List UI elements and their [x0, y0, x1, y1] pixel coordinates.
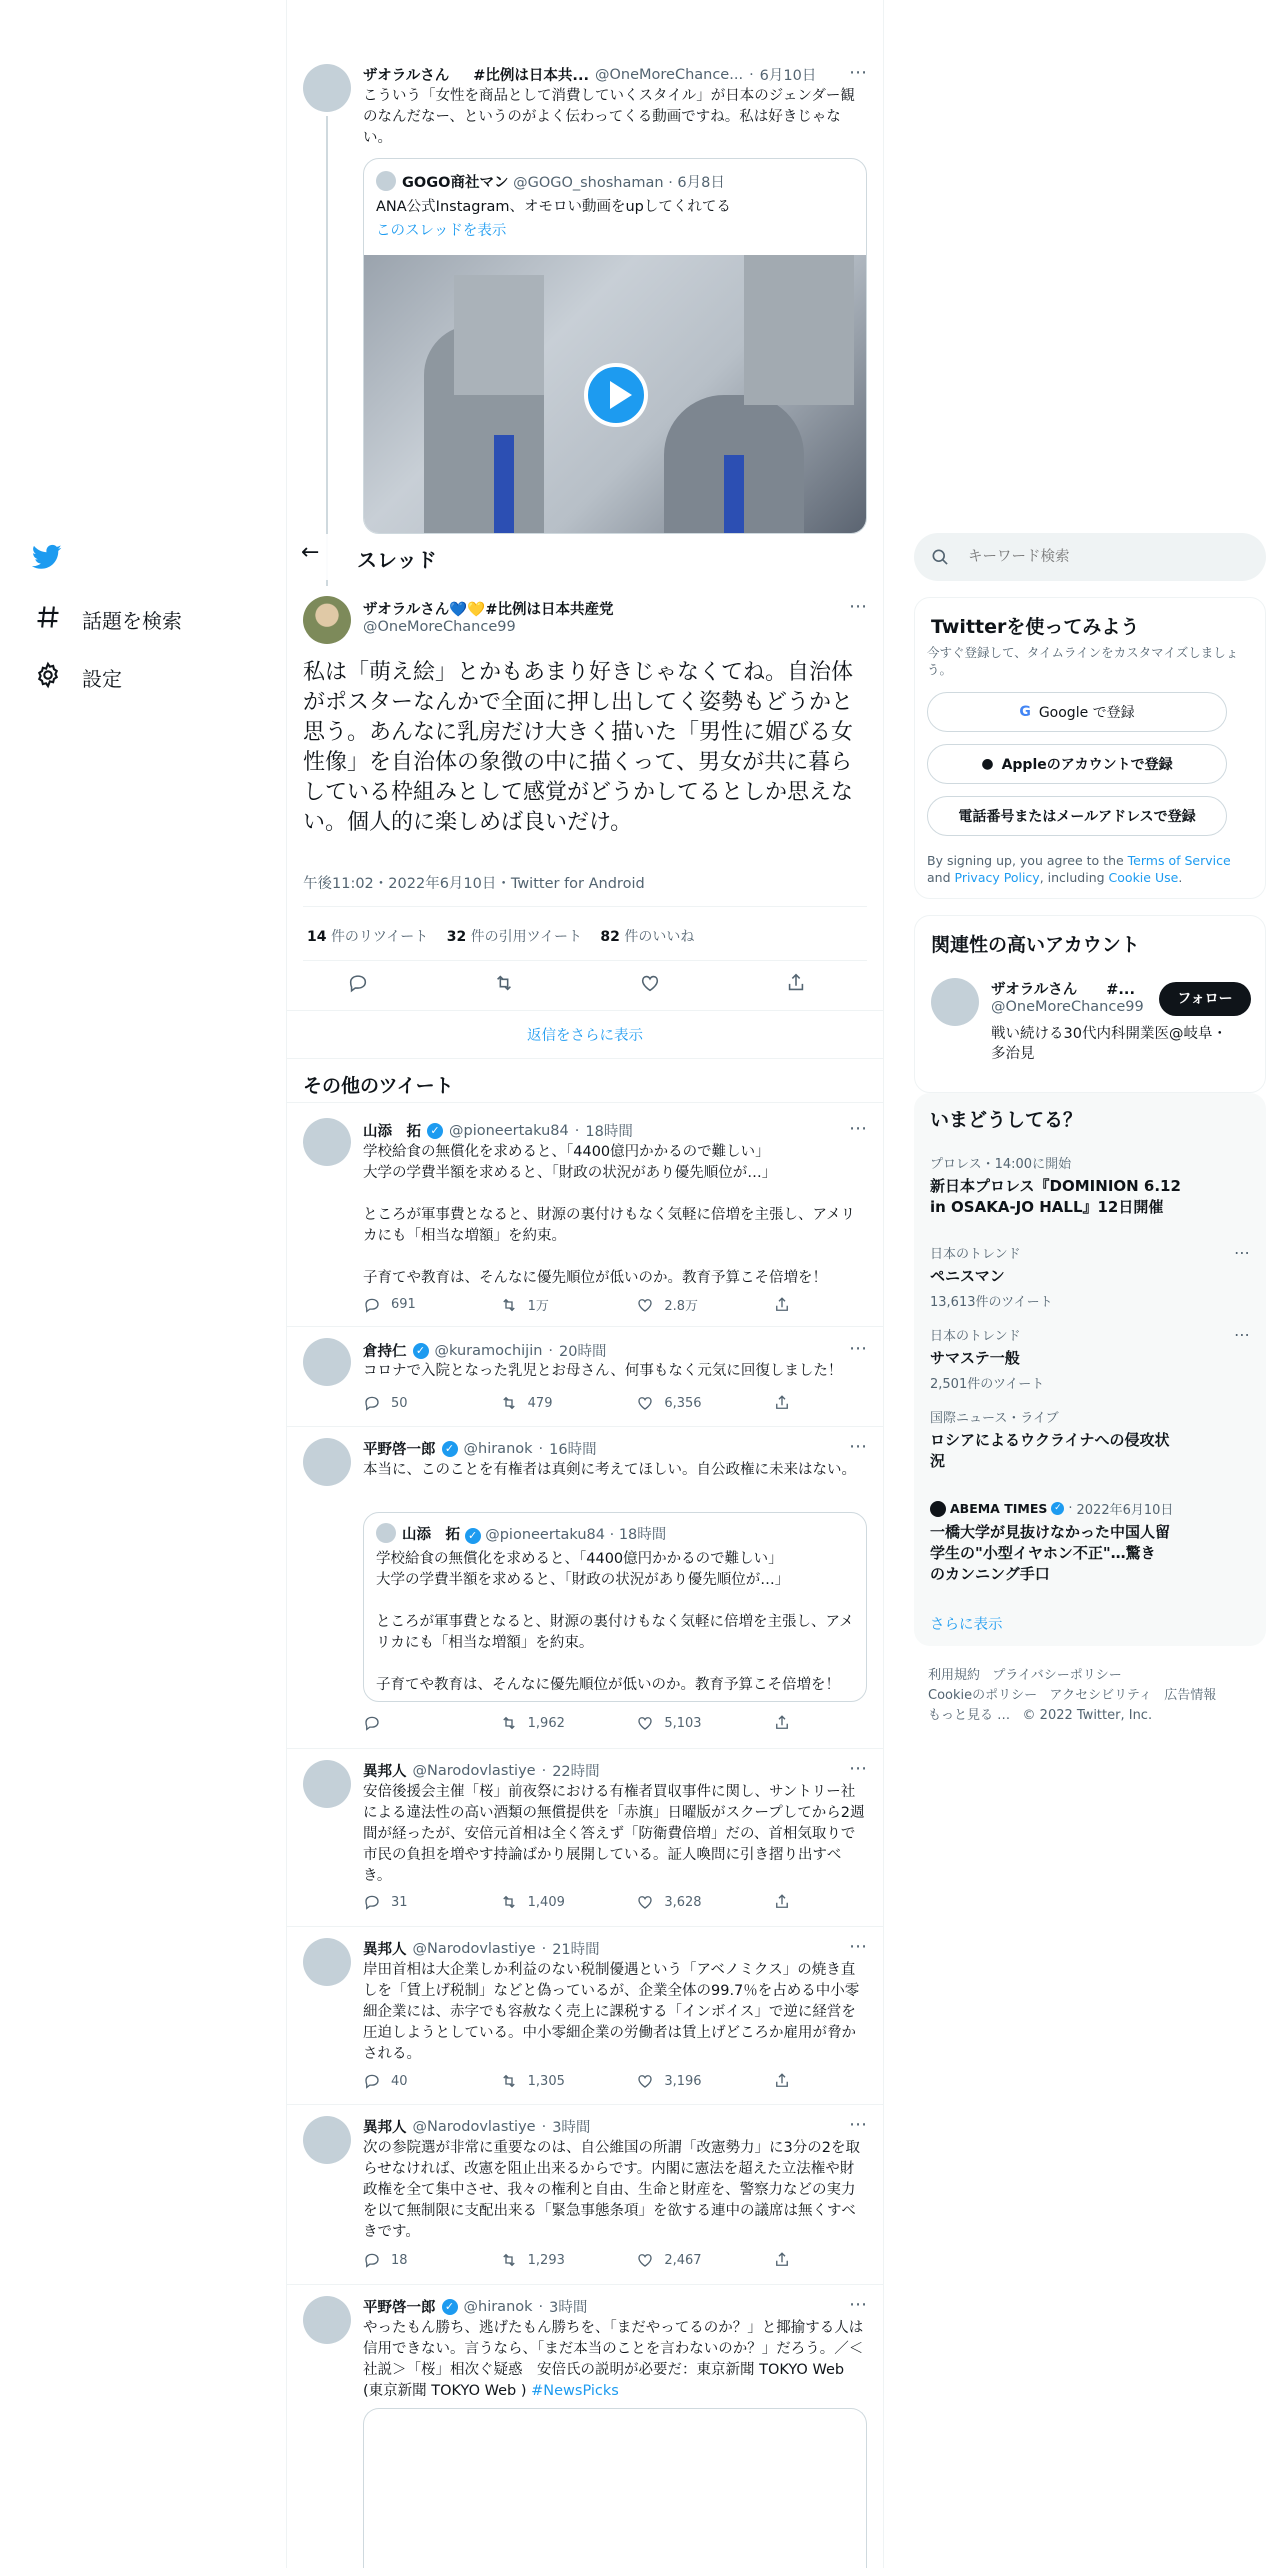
trend-item[interactable]: 日本のトレンド サマステ一般 2,501件のツイート ⋯: [930, 1325, 1250, 1392]
tweet-header: 平野啓一郎 ✓ @hiranok · 3時間: [363, 2296, 867, 2317]
quote-date: 6月8日: [677, 175, 725, 191]
verified-badge-icon: ✓: [1051, 1502, 1064, 1515]
nav-explore[interactable]: [34, 603, 182, 636]
tweet-header: 異邦人 @Narodovlastiye · 22時間: [363, 1760, 867, 1781]
reply-button[interactable]: 40: [363, 2072, 443, 2090]
nav-settings-label: 設定: [82, 667, 122, 691]
reply-button[interactable]: 691: [363, 1295, 443, 1314]
relevant-bio: 戦い続ける30代内科開業医@岐阜・多治見: [991, 1026, 1227, 1062]
more-icon[interactable]: ⋯: [849, 1118, 867, 1139]
news-item[interactable]: ABEMA TIMES ✓ · 2022年6月10日 一橋大学が見抜けなかった中国人留学生の"小型イヤホン不正"…驚きのカンニング手口: [930, 1501, 1174, 1583]
share-button[interactable]: [773, 1394, 803, 1412]
share-button[interactable]: [773, 1714, 803, 1732]
retweet-button[interactable]: 1,293: [500, 2251, 580, 2269]
signup-card: [914, 597, 1266, 899]
footer-links: [928, 1666, 1258, 1726]
hashtag-link[interactable]: #NewsPicks: [531, 2383, 619, 2399]
thread-line: [326, 116, 328, 586]
phone-signup-button[interactable]: 電話番号またはメールアドレスで登録: [927, 796, 1227, 836]
avatar[interactable]: [303, 2296, 351, 2344]
hashtag-icon: [34, 603, 62, 636]
main-tweet-text: 私は「萌え絵」とかもあまり好きじゃなくてね。自治体がポスターなんかで全面に押し出してく姿勢もどうかと思う。あんなに乳房だけ大きく描いた「男性に媚びる女性像」を自治体の象徴の中に描くって、男女が共に暮らしている枠組みとして感覚がどうかしてるとしか思えない。個人的に楽しめば良いだけ。: [303, 660, 854, 835]
more-icon[interactable]: ⋯: [849, 62, 867, 83]
quote-text: ANA公式Instagram、オモロい動画をupしてくれてる: [376, 199, 731, 215]
twitter-logo-icon[interactable]: [32, 542, 62, 576]
share-button[interactable]: [773, 2251, 803, 2269]
like-button[interactable]: 3,628: [636, 1893, 716, 1911]
more-tweets-heading: その他のツイート: [303, 1075, 454, 1097]
tweet-actions: [363, 1893, 803, 1911]
tweet-text: コロナで入院となった乳児とお母さん、何事もなく元気に回復しました！: [363, 1363, 843, 1379]
nav-explore-label: 話題を検索: [82, 609, 182, 633]
share-button[interactable]: [773, 1295, 803, 1314]
tweet-actions: [363, 1394, 803, 1412]
author-name[interactable]: 異邦人: [363, 1764, 407, 1780]
back-arrow-icon[interactable]: ←: [301, 540, 320, 565]
avatar: [376, 1523, 396, 1543]
terms-link[interactable]: Terms of Service: [1127, 853, 1231, 868]
avatar[interactable]: [303, 64, 351, 112]
retweet-button[interactable]: 479: [500, 1394, 580, 1412]
more-icon[interactable]: ⋯: [849, 1936, 867, 1957]
tweet-header: ザオラルさん #比例は日本共... @OneMoreChance... · 6月10日: [363, 64, 867, 85]
play-icon[interactable]: [584, 363, 648, 427]
like-button[interactable]: 3,196: [636, 2072, 716, 2090]
avatar[interactable]: [303, 2116, 351, 2164]
signup-title: Twitterを使ってみよう: [931, 616, 1140, 638]
more-icon[interactable]: ⋯: [849, 2294, 867, 2315]
page-title: スレッド: [357, 548, 437, 572]
reply-button[interactable]: 18: [363, 2251, 443, 2269]
tweet-time[interactable]: 20時間: [559, 1344, 607, 1360]
author-name[interactable]: 倉持仁: [363, 1344, 407, 1360]
footer-ads[interactable]: 広告情報: [1164, 1688, 1217, 1703]
share-icon[interactable]: [785, 972, 807, 998]
tweet-header: 異邦人 @Narodovlastiye · 3時間: [363, 2116, 867, 2137]
quote-time: 18時間: [618, 1527, 667, 1543]
verified-badge-icon: ✓: [442, 1441, 458, 1457]
author-handle[interactable]: @kuramochijin: [434, 1342, 543, 1359]
verified-badge-icon: ✓: [465, 1528, 481, 1544]
quote-text: 学校給食の無償化を求めると、「4400億円かかるので難しい」 大学の学費半額を求めると、「財政の状況があり優先順位が…」 ところが軍事費となると、財源の裏付けもなく気軽に倍増を主張し、アメリカにも「相当な増額」を約束。 子育てや教育は、そんなに優先順位が低いのか。教育予算こそ倍増を！: [376, 1551, 854, 1693]
author-handle[interactable]: @OneMoreChance...: [594, 66, 744, 83]
author-handle[interactable]: @Narodovlastiye: [412, 1762, 536, 1779]
more-icon[interactable]: ⋯: [849, 596, 867, 617]
avatar[interactable]: [303, 1760, 351, 1808]
author-handle[interactable]: @Narodovlastiye: [412, 1940, 536, 1957]
gear-icon: [34, 661, 62, 694]
show-thread-link[interactable]: このスレッドを表示: [376, 223, 507, 239]
like-count[interactable]: 82 件のいいね: [600, 929, 695, 945]
reply-button[interactable]: 50: [363, 1394, 443, 1412]
author-hashtag[interactable]: #比例は日本共...: [473, 68, 589, 84]
link-card[interactable]: [363, 2408, 867, 2568]
tweet-time[interactable]: 3時間: [549, 2300, 588, 2316]
search-icon: [930, 547, 950, 571]
tweet-actions: [363, 1714, 803, 1732]
tweet-text: 学校給食の無償化を求めると、「4400億円かかるので難しい」 大学の学費半額を求めると、「財政の状況があり優先順位が…」 ところが軍事費となると、財源の裏付けもなく気軽に倍増を主張し、アメリカにも「相当な増額」を約束。 子育てや教育は、そんなに優先順位が低いのか。教育予算こそ倍増を！: [363, 1144, 856, 1286]
tweet-time[interactable]: 16時間: [549, 1442, 597, 1458]
avatar[interactable]: [303, 1438, 351, 1486]
signup-legal: By signing up, you agree to the Terms of Service and Privacy Policy, including Cookie Use.: [927, 853, 1231, 885]
author-name[interactable]: 異邦人: [363, 1942, 407, 1958]
reply-button[interactable]: [363, 1714, 443, 1732]
author-handle[interactable]: @pioneertaku84: [449, 1122, 569, 1139]
footer-privacy[interactable]: プライバシーポリシー: [992, 1668, 1122, 1683]
more-icon[interactable]: ⋯: [849, 1758, 867, 1779]
tweet-text: 岸田首相は大企業しか利益のない税制優遇という「アベノミクス」の焼き直しを「賃上げ税制」などと偽っているが、企業全体の99.7％を占める中小零細企業には、赤字でも容赦なく売上に課税する「インボイス」で逆に経営を圧迫しようとしている。中小零細企業の労働者は賃上げどころか雇用が脅かされる。: [363, 1962, 860, 2062]
retweet-button[interactable]: 1,962: [500, 1714, 580, 1732]
author-name[interactable]: 平野啓一郎: [363, 2300, 436, 2316]
tweet-time[interactable]: 21時間: [552, 1942, 600, 1958]
avatar[interactable]: [303, 1118, 351, 1166]
retweet-button[interactable]: 1万: [500, 1295, 580, 1314]
author-name[interactable]: 平野啓一郎: [363, 1442, 436, 1458]
avatar[interactable]: [303, 596, 351, 644]
video-thumbnail[interactable]: [364, 255, 866, 534]
trends-card: [914, 1093, 1266, 1646]
google-icon: G: [1019, 704, 1031, 720]
verified-badge-icon: ✓: [442, 2299, 458, 2315]
follow-button[interactable]: フォロー: [1159, 982, 1251, 1016]
avatar[interactable]: [303, 1938, 351, 1986]
footer-accessibility[interactable]: アクセシビリティ: [1049, 1688, 1152, 1703]
signup-subtitle: 今すぐ登録して、タイムラインをカスタマイズしましょう。: [927, 645, 1239, 677]
like-icon[interactable]: [639, 972, 661, 998]
author-handle[interactable]: @OneMoreChance99: [363, 619, 516, 635]
trend-item[interactable]: プロレス・14:00に開始 新日本プロレス『DOMINION 6.12 in OSAKA-JO HALL』12日開催: [930, 1157, 1181, 1216]
search-bar[interactable]: [914, 533, 1266, 581]
footer-copyright: © 2022 Twitter, Inc.: [1022, 1708, 1153, 1723]
tweet-date[interactable]: 6月10日: [759, 68, 817, 84]
avatar: [376, 171, 396, 191]
news-source-logo-icon: [930, 1501, 946, 1517]
tweet-actions: [363, 1295, 803, 1314]
share-button[interactable]: [773, 1893, 803, 1911]
retweet-button[interactable]: 1,305: [500, 2072, 580, 2090]
more-icon[interactable]: ⋯: [849, 1436, 867, 1457]
reply-button[interactable]: 31: [363, 1893, 443, 1911]
more-icon[interactable]: ⋯: [849, 2114, 867, 2135]
footer-more[interactable]: もっと見る …: [928, 1708, 1011, 1723]
author-name[interactable]: ザオラルさん: [363, 68, 450, 84]
nav-settings[interactable]: [34, 661, 122, 694]
quote-tweet[interactable]: GOGO商社マン @GOGO_shoshaman · 6月8日 ANA公式Instagram、オモロい動画をupしてくれてる このスレッドを表示: [363, 158, 867, 534]
tweet-text: こういう「女性を商品として消費していくスタイル」が日本のジェンダー観のなんだなー、というのがよく伝わってくる動画ですね。私は好きじゃない。: [363, 88, 855, 146]
tweet-actions: [363, 2072, 803, 2090]
trends-title: いまどうしてる？: [930, 1109, 1083, 1131]
search-input[interactable]: [968, 545, 1248, 569]
verified-badge-icon: ✓: [413, 1343, 429, 1359]
more-icon[interactable]: ⋯: [1234, 1243, 1250, 1262]
footer-cookie[interactable]: Cookieのポリシー: [928, 1688, 1038, 1703]
tweet-header: 倉持仁 ✓ @kuramochijin · 20時間: [363, 1340, 867, 1361]
author-handle[interactable]: @Narodovlastiye: [412, 2118, 536, 2135]
main-column: [286, 0, 884, 2568]
footer-terms[interactable]: 利用規約: [928, 1668, 981, 1683]
tweet-meta[interactable]: 午後11:02・2022年6月10日・Twitter for Android: [303, 876, 645, 892]
quote-tweet[interactable]: 山添 拓 ✓ @pioneertaku84 · 18時間 学校給食の無償化を求めると、「4400億円かかるので難しい」 大学の学費半額を求めると、「財政の状況があり優先順位が…」 ところが軍事費となると、財源の裏付けもなく気軽に倍増を主張し、アメリカにも「相当な増額」を約束。 子育てや教育は、そんなに優先順位が低いのか。教育予算こそ倍増を！: [363, 1512, 867, 1702]
privacy-link[interactable]: Privacy Policy: [954, 870, 1040, 885]
retweet-button[interactable]: 1,409: [500, 1893, 580, 1911]
relevant-handle[interactable]: @OneMoreChance99: [991, 999, 1144, 1015]
tweet-header: 異邦人 @Narodovlastiye · 21時間: [363, 1938, 867, 1959]
author-name[interactable]: ザオラルさん💙💛#比例は日本共産党: [363, 602, 614, 618]
tweet-text: 本当に、このことを有権者は真剣に考えてほしい。自公政権に未来はない。: [363, 1462, 856, 1478]
tweet-actions: [363, 2251, 803, 2269]
quote-author-name: GOGO商社マン: [402, 175, 509, 191]
trend-item[interactable]: 日本のトレンド ペニスマン 13,613件のツイート ⋯: [930, 1243, 1250, 1310]
trend-item[interactable]: 国際ニュース・ライブ ロシアによるウクライナへの侵攻状況: [930, 1411, 1170, 1470]
quote-author-name: 山添 拓: [402, 1527, 460, 1543]
apple-signup-button[interactable]: ● Appleのアカウントで登録: [927, 744, 1227, 784]
quote-count[interactable]: 32 件の引用ツイート: [446, 929, 582, 945]
tweet-header: 平野啓一郎 ✓ @hiranok · 16時間: [363, 1438, 867, 1459]
cookie-link[interactable]: Cookie Use: [1108, 870, 1179, 885]
more-icon[interactable]: ⋯: [1234, 1325, 1250, 1344]
tweet-header: 山添 拓 ✓ @pioneertaku84 · 18時間: [363, 1120, 867, 1141]
avatar[interactable]: [303, 1338, 351, 1386]
engagement-stats: [307, 926, 694, 946]
quote-author-handle: @GOGO_shoshaman: [513, 175, 664, 191]
quote-author-handle: @pioneertaku84: [485, 1527, 605, 1543]
like-button[interactable]: 5,103: [636, 1714, 716, 1732]
author-handle[interactable]: @hiranok: [463, 1440, 533, 1457]
tweet-text: やったもん勝ち、逃げたもん勝ちを、「まだやってるのか？」と揶揄する人は信用できない。言うなら、「まだ本当のことを言わないのか？」だろう。／＜社説＞「桜」相次ぐ疑惑 安倍氏の説明が必要だ：東京新聞 TOKYO Web (東京新聞 TOKYO Web ) #NewsPicks: [363, 2320, 864, 2399]
author-name[interactable]: 山添 拓: [363, 1124, 421, 1140]
google-signup-button[interactable]: G Google で登録: [927, 692, 1227, 732]
tweet-time[interactable]: 22時間: [552, 1764, 600, 1780]
author-handle[interactable]: @hiranok: [463, 2298, 533, 2315]
tweet-time[interactable]: 3時間: [552, 2120, 591, 2136]
relevant-name[interactable]: ザオラルさん #...: [991, 982, 1135, 998]
main-tweet-actions: [347, 972, 807, 998]
reply-icon[interactable]: [347, 972, 369, 998]
show-more-replies[interactable]: 返信をさらに表示: [527, 1028, 643, 1044]
relevant-people-card: [914, 915, 1266, 1093]
tweet-text: 安倍後援会主催「桜」前夜祭における有権者買収事件に関し、サントリー社による違法性の高い酒類の無償提供を「赤旗」日曜版がスクープしてから2週間が経ったが、安倍元首相は全く答えず「防衛費倍増」だの、首相気取りで市民の負担を増やす持論ばかり展開している。証人喚問に引き摺り出すべき。: [363, 1784, 865, 1884]
thread-header: [287, 534, 883, 580]
verified-badge-icon: ✓: [427, 1123, 443, 1139]
relevant-title: 関連性の高いアカウント: [931, 934, 1140, 956]
tweet-text: 次の参院選が非常に重要なのは、自公維国の所謂「改憲勢力」に3分の2を取らせなければ、改憲を阻止出来るからです。内閣に憲法を超えた立法権や財政権を全て集中させ、我々の権利と自由、生命と財産を、警察力などの実力を以て無制限に支配出来る「緊急事態条項」を欲する連中の議席は無くすべきです。: [363, 2140, 860, 2240]
retweet-count[interactable]: 14 件のリツイート: [307, 929, 429, 945]
show-more-trends[interactable]: さらに表示: [930, 1617, 1003, 1633]
tweet-time[interactable]: 18時間: [585, 1124, 633, 1140]
apple-icon: ●: [981, 756, 994, 772]
like-button[interactable]: 2,467: [636, 2251, 716, 2269]
retweet-icon[interactable]: [493, 972, 515, 998]
like-button[interactable]: 6,356: [636, 1394, 716, 1412]
avatar[interactable]: [931, 978, 979, 1026]
author-name[interactable]: 異邦人: [363, 2120, 407, 2136]
share-button[interactable]: [773, 2072, 803, 2090]
like-button[interactable]: 2.8万: [636, 1295, 716, 1314]
more-icon[interactable]: ⋯: [849, 1338, 867, 1359]
